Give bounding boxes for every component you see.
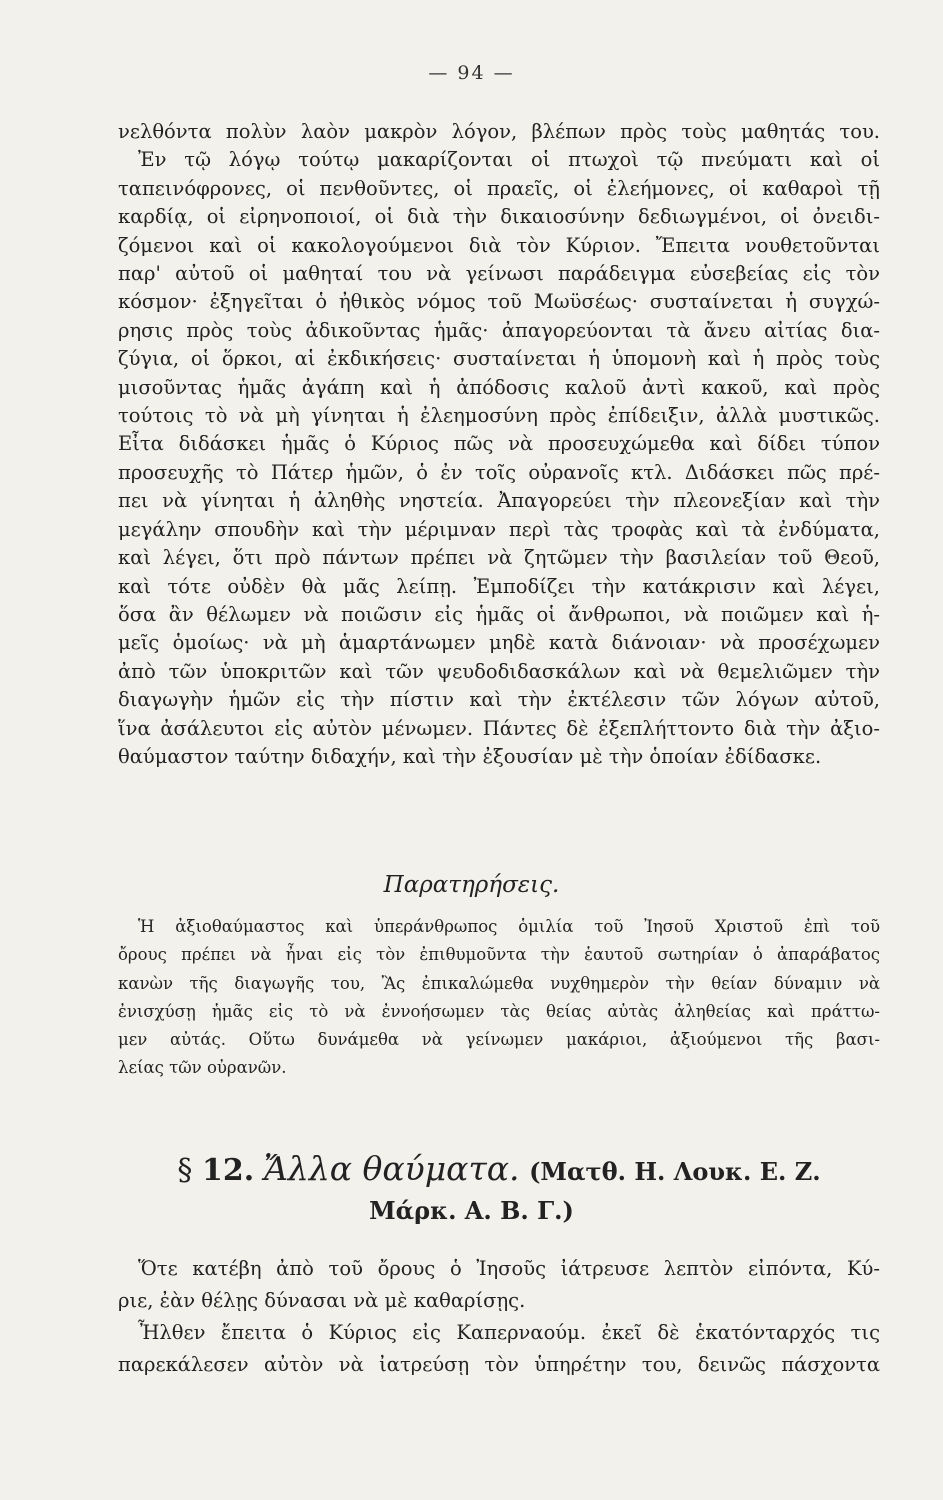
main-paragraph [118, 118, 880, 771]
section-reference-continued: Μάρκ. Α. Β. Γ.) [369, 1196, 574, 1225]
second-paragraph [118, 1253, 880, 1381]
text-line: ζύγια, οἱ ὅρκοι, αἱ ἐκδικήσεις· συσταίνεται ἡ ὑπομονὴ καὶ ἡ πρὸς τοὺς [118, 347, 880, 371]
text-line: Ἐν τῷ λόγῳ τούτῳ μακαρίζονται οἱ πτωχοὶ τῷ πνεύματι καὶ οἱ [138, 148, 880, 172]
text-line: μεγάλην σπουδὴν καὶ τὴν μέριμναν περὶ τὰς τροφὰς καὶ τὰ ἐνδύματα, [118, 517, 880, 541]
text-line: καὶ τότε οὐδὲν θὰ μᾶς λείπῃ. Ἐμποδίζει τὴν κατάκρισιν καὶ λέγει, [118, 574, 880, 598]
text-line: ζόμενοι καὶ οἱ κακολογούμενοι διὰ τὸν Κύριον. Ἔπειτα νουθετοῦνται [118, 233, 880, 257]
text-line: Εἶτα διδάσκει ἡμᾶς ὁ Κύριος πῶς νὰ προσευχώμεθα καὶ δίδει τύπον [118, 432, 880, 456]
text-line: καρδίᾳ, οἱ εἰρηνοποιοί, οἱ διὰ τὴν δικαιοσύνην δεδιωγμένοι, οἱ ὀνειδι- [118, 205, 880, 229]
text-line: ἀπὸ τῶν ὑποκριτῶν καὶ τῶν ψευδοδιδασκάλων καὶ νὰ θεμελιῶμεν τὴν [118, 659, 880, 683]
text-line: τούτοις τὸ νὰ μὴ γίνηται ἡ ἐλεημοσύνη πρὸς ἐπίδειξιν, ἀλλὰ μυστικῶς. [118, 404, 880, 428]
text-line: παρεκάλεσεν αὐτὸν νὰ ἰατρεύσῃ τὸν ὑπηρέτην του, δεινῶς πάσχοντα [118, 1353, 880, 1376]
text-line: καὶ λέγει, ὅτι πρὸ πάντων πρέπει νὰ ζητῶμεν τὴν βασιλείαν τοῦ Θεοῦ, [118, 546, 880, 570]
text-line: κόσμον· ἐξηγεῖται ὁ ἠθικὸς νόμος τοῦ Μωϋσέως· συσταίνεται ἡ συγχώ- [118, 290, 880, 314]
text-line: ἵνα ἀσάλευτοι εἰς αὐτὸν μένωμεν. Πάντες δὲ ἐξεπλήττοντο διὰ τὴν ἀξιο- [118, 716, 880, 740]
section-number: 12. [201, 1153, 255, 1188]
section-symbol: § [177, 1153, 193, 1188]
note-line: ὄρους πρέπει νὰ ἦναι εἰς τὸν ἐπιθυμοῦντα τὴν ἑαυτοῦ σωτηρίαν ὁ ἀπαράβατος [118, 945, 880, 965]
note-line: λείας τῶν οὐρανῶν. [118, 1058, 287, 1078]
text-line: παρ' αὐτοῦ οἱ μαθηταί του νὰ γείνωσι παράδειγμα εὐσεβείας εἰς τὸν [118, 262, 880, 286]
text-line: Ἦλθεν ἔπειτα ὁ Κύριος εἰς Καπερναούμ. ἐκεῖ δὲ ἑκατόνταρχός τις [138, 1321, 880, 1344]
text-line: μεῖς ὁμοίως· νὰ μὴ ἁμαρτάνωμεν μηδὲ κατὰ διάνοιαν· νὰ προσέχωμεν [118, 631, 880, 655]
text-line: πει νὰ γίνηται ἡ ἀληθὴς νηστεία. Ἀπαγορεύει τὴν πλεονεξίαν καὶ τὴν [118, 489, 880, 513]
text-line: προσευχῆς τὸ Πάτερ ἡμῶν, ὁ ἐν τοῖς οὐρανοῖς κτλ. Διδάσκει πῶς πρέ- [118, 460, 880, 484]
text-line: Ὅτε κατέβη ἀπὸ τοῦ ὄρους ὁ Ἰησοῦς ἰάτρευσε λεπτὸν εἰπόντα, Κύ- [138, 1257, 880, 1280]
text-line: θαύμαστον ταύτην διδαχήν, καὶ τὴν ἐξουσίαν μὲ τὴν ὁποίαν ἐδίδασκε. [118, 744, 822, 768]
text-line: διαγωγὴν ἡμῶν εἰς τὴν πίστιν καὶ τὴν ἐκτέλεσιν τῶν λόγων αὐτοῦ, [118, 688, 880, 712]
text-line: ρησις πρὸς τοὺς ἀδικοῦντας ἡμᾶς· ἀπαγορεύονται τὰ ἄνευ αἰτίας δια- [118, 318, 880, 342]
note-line: μεν αὐτάς. Οὕτω δυνάμεθα νὰ γείνωμεν μακάριοι, ἀξιούμενοι τῆς βασι- [118, 1030, 880, 1050]
text-line: ριε, ἐὰν θέλῃς δύνασαι νὰ μὲ καθαρίσῃς. [118, 1289, 526, 1312]
page-number: — 94 — [428, 62, 515, 84]
section-reference: (Ματθ. Η. Λουκ. Ε. Ζ. [529, 1157, 821, 1186]
note-line: Ἡ ἀξιοθαύμαστος καὶ ὑπεράνθρωπος ὁμιλία τοῦ Ἰησοῦ Χριστοῦ ἐπὶ τοῦ [138, 917, 880, 936]
note-line: ἐνισχύσῃ ἡμᾶς εἰς τὸ νὰ ἐννοήσωμεν τὰς θείας αὐτὰς ἀληθείας καὶ πράττω- [118, 1001, 880, 1021]
note-line: κανὼν τῆς διαγωγῆς του, Ἂς ἐπικαλώμεθα νυχθημερὸν τὴν θείαν δύναμιν νὰ [118, 973, 880, 993]
text-line: ταπεινόφρονες, οἱ πενθοῦντες, οἱ πραεῖς, οἱ ἐλεήμονες, οἱ καθαροὶ τῇ [118, 176, 880, 200]
text-line: μισοῦντας ἡμᾶς ἀγάπη καὶ ἡ ἀπόδοσις καλοῦ ἀντὶ κακοῦ, καὶ πρὸς [118, 375, 880, 399]
text-line: ὅσα ἂν θέλωμεν νὰ ποιῶσιν εἰς ἡμᾶς οἱ ἄνθρωποι, νὰ ποιῶμεν καὶ ἡ- [118, 602, 880, 626]
notes-heading: Παρατηρήσεις. [383, 872, 560, 898]
notes-paragraph [118, 913, 880, 1083]
text-line: νελθόντα πολὺν λαὸν μακρὸν λόγον, βλέπων πρὸς τοὺς μαθητάς του. [118, 120, 880, 143]
section-title: Ἄλλα θαύματα. [263, 1149, 520, 1188]
section-heading [118, 1145, 880, 1196]
